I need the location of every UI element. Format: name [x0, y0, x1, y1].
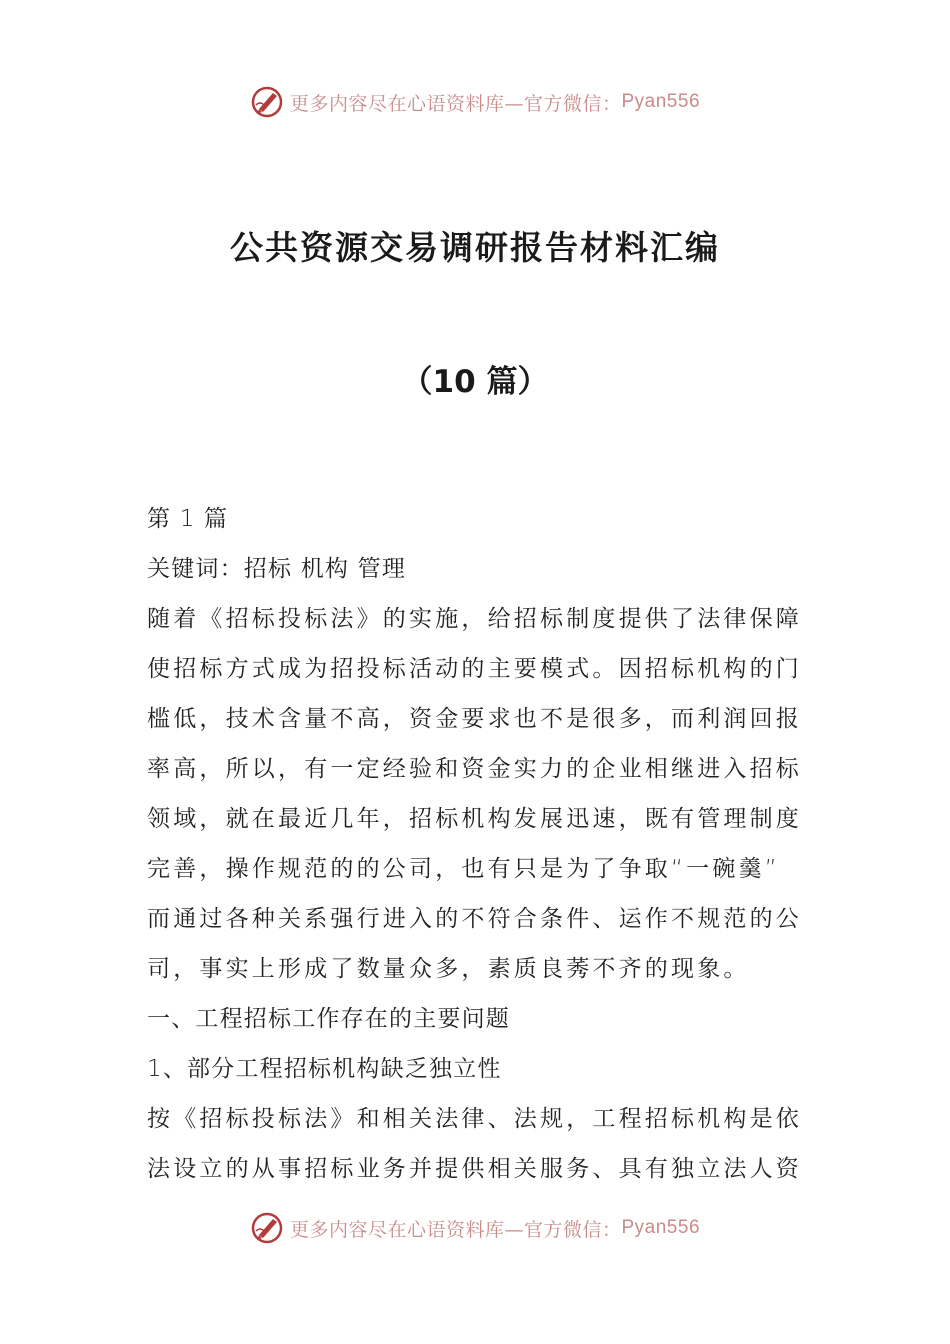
pen-logo-icon — [250, 85, 284, 119]
keywords-line: 关键词：招标 机构 管理 — [147, 556, 407, 582]
subsection-heading: 1、部分工程招标机构缺乏独立性 — [147, 1056, 502, 1082]
paragraph-line: 司，事实上形成了数量众多，素质良莠不齐的现象。 — [147, 956, 750, 982]
wechat-id: Pyan556 — [621, 1217, 701, 1238]
banner-text: 更多内容尽在心语资料库—官方微信： — [289, 1218, 622, 1241]
document-title: 公共资源交易调研报告材料汇编 — [230, 228, 720, 267]
paragraph-line: 槛低，技术含量不高，资金要求也不是很多，而利润回报 — [147, 706, 802, 732]
paragraph-line: 使招标方式成为招投标活动的主要模式。因招标机构的门 — [147, 656, 802, 682]
paragraph-line: 领域，就在最近几年，招标机构发展迅速，既有管理制度 — [147, 806, 802, 832]
paragraph-line: 率高，所以，有一定经验和资金实力的企业相继进入招标 — [147, 756, 802, 782]
header-banner — [0, 82, 950, 122]
section-heading: 一、工程招标工作存在的主要问题 — [147, 1006, 510, 1032]
paragraph-line: 而通过各种关系强行进入的不符合条件、运作不规范的公 — [147, 906, 802, 932]
paragraph-line: 按《招标投标法》和相关法律、法规，工程招标机构是依 — [147, 1106, 802, 1132]
paragraph-line: 法设立的从事招标业务并提供相关服务、具有独立法人资 — [147, 1156, 802, 1182]
banner-text: 更多内容尽在心语资料库—官方微信： — [289, 92, 622, 115]
paragraph-line: 随着《招标投标法》的实施，给招标制度提供了法律保障 — [147, 606, 802, 632]
wechat-id: Pyan556 — [621, 91, 701, 112]
footer-banner — [0, 1208, 950, 1248]
paragraph-line: 完善，操作规范的的公司，也有只是为了争取“一碗羹” — [147, 856, 780, 882]
document-body — [147, 494, 807, 1194]
pen-logo-icon — [250, 1211, 284, 1245]
document-subtitle: （10 篇） — [401, 364, 549, 400]
chapter-label: 第 1 篇 — [147, 506, 229, 532]
